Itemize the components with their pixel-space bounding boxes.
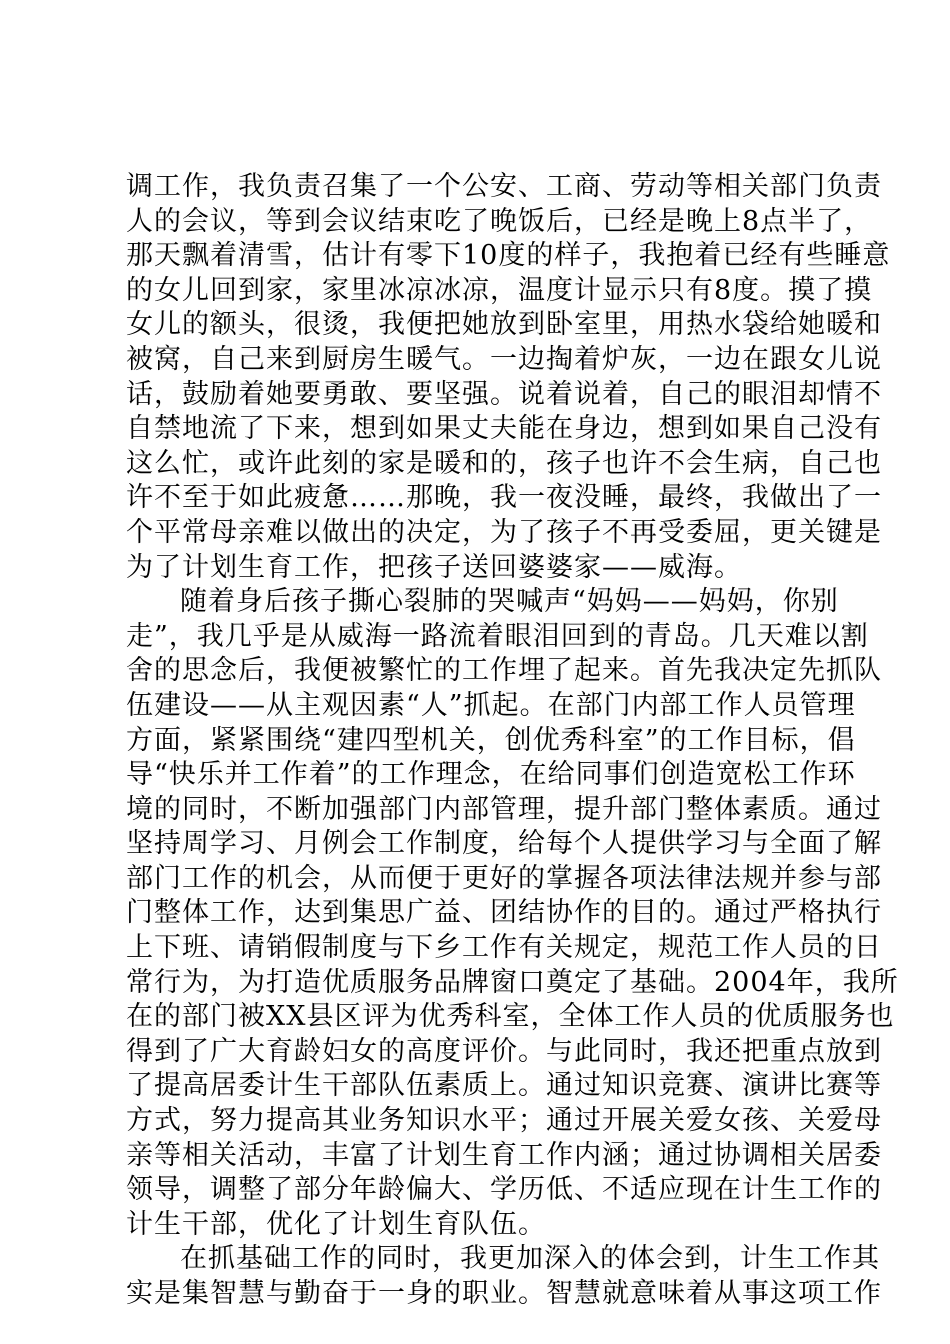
text-line: 这么忙，或许此刻的家是暖和的，孩子也许不会生病，自己也	[126, 447, 882, 479]
paragraph-3	[126, 1242, 882, 1311]
text-line: 在抓基础工作的同时，我更加深入的体会到，计生工作其	[180, 1243, 880, 1275]
text-line: 那天飘着清雪，估计有零下10度的样子，我抱着已经有些睡意	[126, 240, 891, 272]
text-line: 得到了广大育龄妇女的高度评价。与此同时，我还把重点放到	[126, 1035, 882, 1067]
text-line: 话，鼓励着她要勇敢、要坚强。说着说着，自己的眼泪却情不	[126, 378, 882, 410]
text-line: 门整体工作，达到集思广益、团结协作的目的。通过严格执行	[126, 897, 882, 929]
text-line: 的女儿回到家，家里冰凉冰凉，温度计显示只有8度。摸了摸	[126, 274, 873, 306]
text-line: 女儿的额头，很烫，我便把她放到卧室里，用热水袋给她暖和	[126, 309, 882, 341]
text-line: 被窝，自己来到厨房生暖气。一边掏着炉灰，一边在跟女儿说	[126, 343, 882, 375]
text-line: 自禁地流了下来，想到如果丈夫能在身边，想到如果自己没有	[126, 413, 882, 445]
text-line: 伍建设——从主观因素“人”抓起。在部门内部工作人员管理	[126, 689, 856, 721]
text-line: 实是集智慧与勤奋于一身的职业。智慧就意味着从事这项工作	[126, 1278, 882, 1309]
text-line: 导“快乐并工作着”的工作理念，在给同事们创造宽松工作环	[126, 759, 856, 791]
text-line: 部门工作的机会，从而便于更好的掌握各项法律法规并参与部	[126, 862, 882, 894]
text-line: 计生干部，优化了计划生育队伍。	[126, 1208, 546, 1240]
text-line: 方面，紧紧围绕“建四型机关，创优秀科室”的工作目标，倡	[126, 724, 856, 756]
text-line: 许不至于如此疲惫……那晚，我一夜没睡，最终，我做出了一	[126, 482, 882, 514]
text-line: 个平常母亲难以做出的决定，为了孩子不再受委屈，更关键是	[126, 516, 882, 548]
text-line: 走”，我几乎是从威海一路流着眼泪回到的青岛。几天难以割	[126, 620, 869, 652]
text-line: 调工作，我负责召集了一个公安、工商、劳动等相关部门负责	[126, 171, 882, 202]
text-line: 境的同时，不断加强部门内部管理，提升部门整体素质。通过	[126, 793, 882, 825]
text-line: 常行为，为打造优质服务品牌窗口奠定了基础。2004年，我所	[126, 966, 899, 998]
text-line: 坚持周学习、月例会工作制度，给每个人提供学习与全面了解	[126, 828, 882, 860]
text-line: 随着身后孩子撕心裂肺的哭喊声“妈妈——妈妈，你别	[180, 586, 839, 618]
text-line: 亲等相关活动，丰富了计划生育工作内涵；通过协调相关居委	[126, 1139, 882, 1171]
text-line: 方式，努力提高其业务知识水平；通过开展关爱女孩、关爱母	[126, 1105, 882, 1137]
text-line: 领导，调整了部分年龄偏大、学历低、不适应现在计生工作的	[126, 1174, 882, 1206]
document-body	[126, 170, 899, 1312]
text-line: 在的部门被XX县区评为优秀科室，全体工作人员的优质服务也	[126, 1001, 895, 1033]
text-line: 人的会议，等到会议结束吃了晚饭后，已经是晚上8点半了，	[126, 205, 873, 237]
text-line: 了提高居委计生干部队伍素质上。通过知识竞赛、演讲比赛等	[126, 1070, 882, 1102]
text-line: 为了计划生育工作，把孩子送回婆婆家——威海。	[126, 551, 742, 583]
text-line: 舍的思念后，我便被繁忙的工作埋了起来。首先我决定先抓队	[126, 655, 882, 687]
text-line: 上下班、请销假制度与下乡工作有关规定，规范工作人员的日	[126, 932, 882, 964]
paragraph-2	[126, 585, 899, 1242]
paragraph-1	[126, 170, 891, 585]
